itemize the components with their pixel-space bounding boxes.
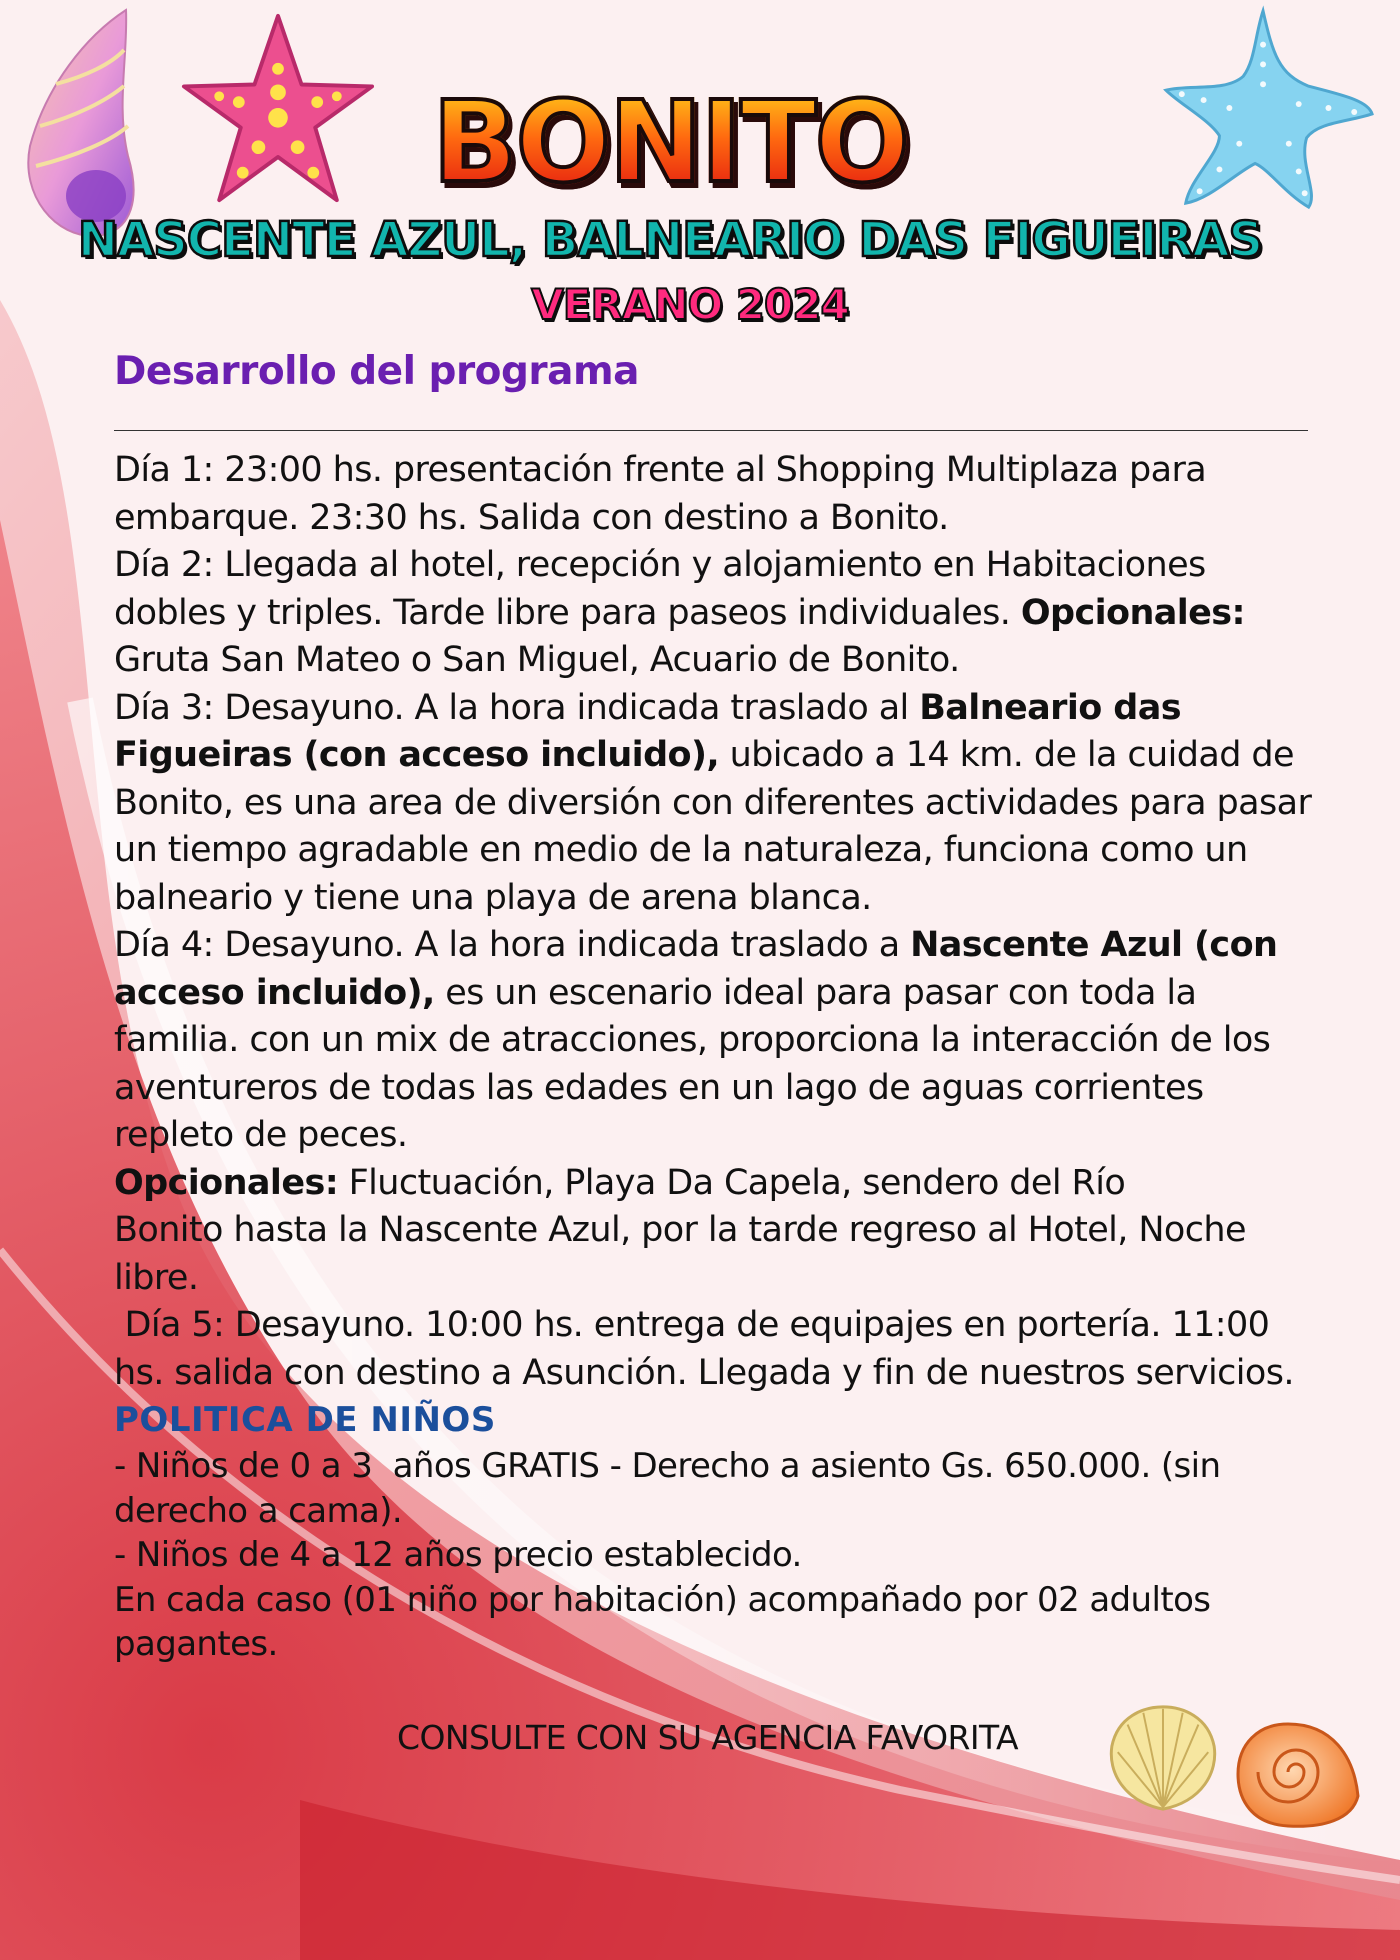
consult-agency-note: CONSULTE CON SU AGENCIA FAVORITA bbox=[397, 1718, 1018, 1757]
main-title: BONITO bbox=[0, 82, 1340, 205]
destination-highlight: Nascente Azul (con acceso incluido), bbox=[114, 925, 1278, 1013]
optional-label: Opcionales: bbox=[1020, 592, 1245, 633]
day-3: Día 3: Desayuno. A la hora indicada traslado al Balneario das Figueiras (con acceso incluido), ubicado a 14 km. de la cuidad de Bonito, es una area de diversión con diferentes actividades para pasar un tiempo agradable en medio de la naturaleza, funciona como un balneario y tiene una playa de arena blanca. bbox=[114, 687, 1312, 918]
season-label: VERANO 2024 bbox=[531, 280, 849, 329]
kids-policy-line: En cada caso (01 niño por habitación) acompañado por 02 adultos pagantes. bbox=[114, 1579, 1211, 1664]
optional-label: Opcionales: bbox=[114, 1162, 339, 1203]
day-4: Día 4: Desayuno. A la hora indicada traslado a Nascente Azul (con acceso incluido), es un escenario ideal para pasar con toda la familia. con un mix de atracciones, proporciona la interacción de los aventureros de todas las edades en un lago de aguas corrientes repleto de peces. bbox=[114, 925, 1278, 1155]
program-content bbox=[114, 447, 1314, 1667]
program-heading: Desarrollo del programa bbox=[114, 349, 639, 394]
divider bbox=[114, 430, 1308, 431]
day-1: Día 1: 23:00 hs. presentación frente al Shopping Multiplaza para embarque. 23:30 hs. Salida con destino a Bonito. bbox=[114, 450, 1207, 538]
kids-policy-line: - Niños de 0 a 3 años GRATIS - Derecho a asiento Gs. 650.000. (sin derecho a cama). bbox=[114, 1446, 1231, 1531]
kids-policy-line: - Niños de 4 a 12 años precio establecido. bbox=[114, 1535, 802, 1575]
kids-policy bbox=[114, 1444, 1314, 1667]
day-2: Día 2: Llegada al hotel, recepción y alojamiento en Habitaciones dobles y triples. Tarde libre para paseos individuales. Opcionales: Gruta San Mateo o San Miguel, Acuario de Bonito. bbox=[114, 545, 1245, 680]
day-5: Día 5: Desayuno. 10:00 hs. entrega de equipajes en portería. 11:00 hs. salida con destino a Asunción. Llegada y fin de nuestros servicios. bbox=[114, 1305, 1294, 1393]
subtitle: NASCENTE AZUL, BALNEARIO DAS FIGUEIRAS bbox=[77, 212, 1263, 268]
optional-activities: Opcionales: Fluctuación, Playa Da Capela, sendero del Río Bonito hasta la Nascente Azul, por la tarde regreso al Hotel, Noche libre. bbox=[114, 1162, 1246, 1298]
destination-highlight: Balneario das Figueiras (con acceso incluido), bbox=[114, 687, 1181, 775]
kids-policy-heading: POLITICA DE NIÑOS bbox=[114, 1400, 496, 1440]
